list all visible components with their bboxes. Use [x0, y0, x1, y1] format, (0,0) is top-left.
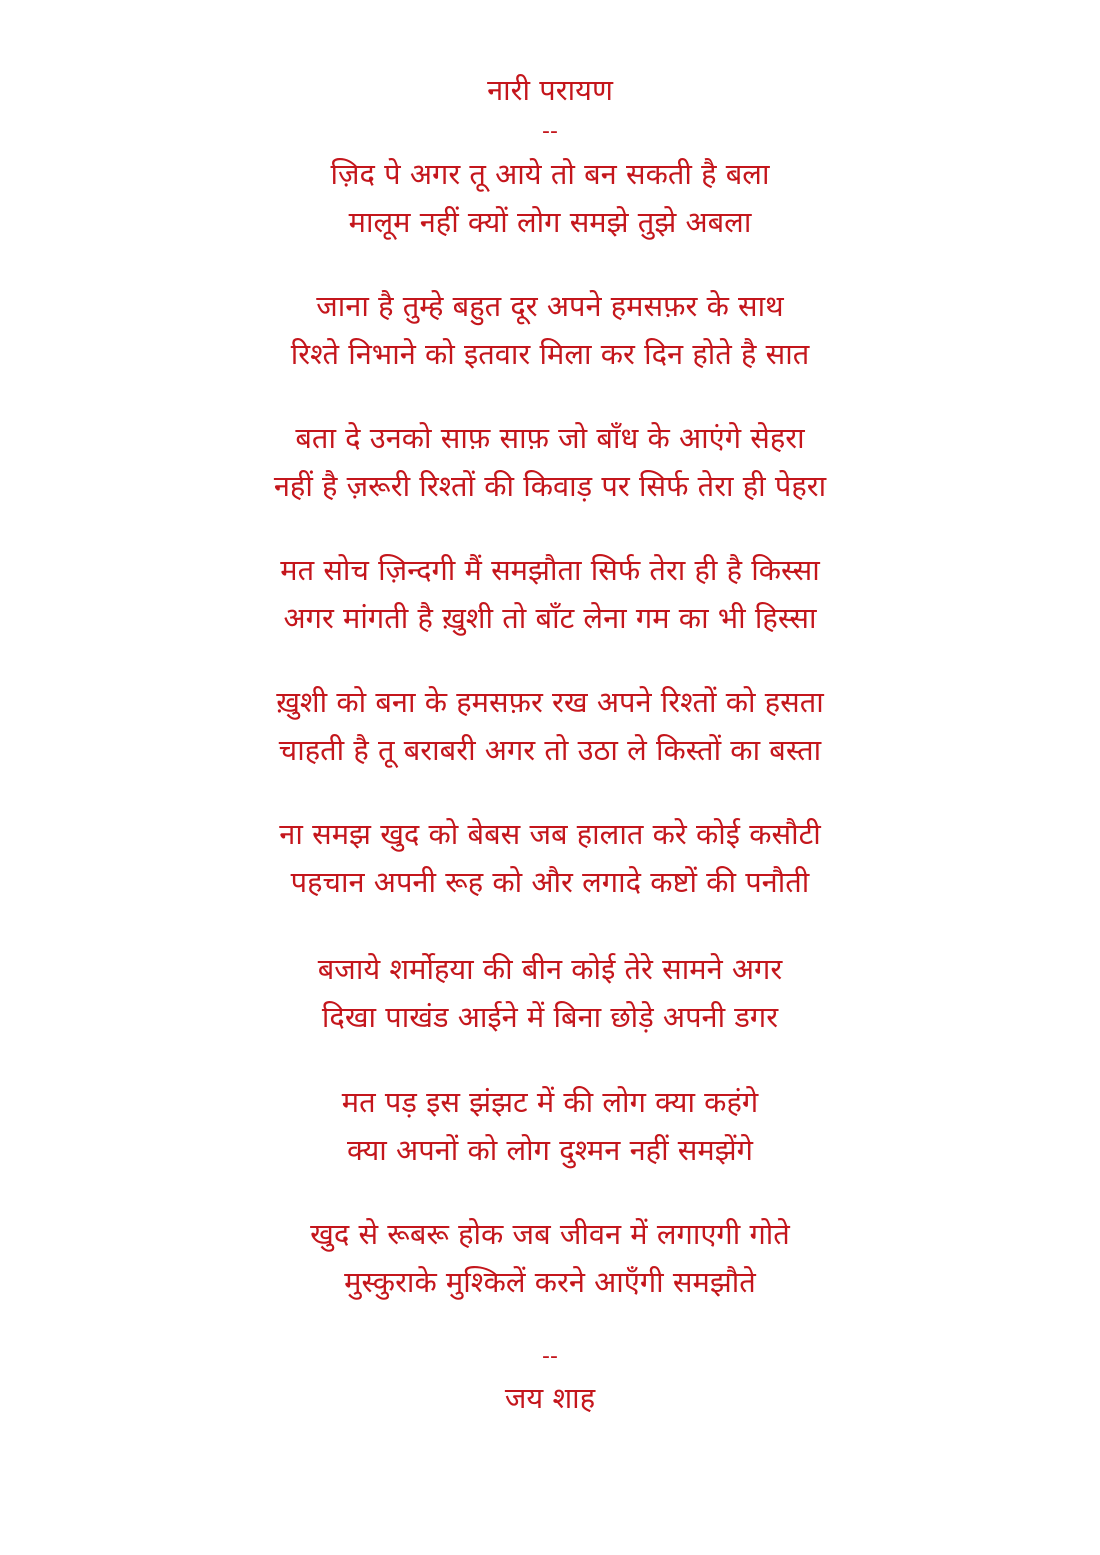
stanza-line: मुस्कुराके मुश्किलें करने आएँगी समझौते: [344, 1265, 756, 1299]
poem-author: जय शाह: [504, 1381, 596, 1415]
stanza-line: मालूम नहीं क्यों लोग समझे तुझे अबला: [348, 205, 752, 239]
stanza-line: बता दे उनको साफ़ साफ़ जो बाँध के आएंगे सेहरा: [295, 421, 805, 455]
stanza-8: [0, 1078, 1100, 1174]
stanza-line: मत सोच ज़िन्दगी मैं समझौता सिर्फ तेरा ही है किस्सा: [280, 553, 820, 587]
stanza-line: मत पड़ इस झंझट में की लोग क्या कहंगे: [341, 1085, 759, 1119]
stanza-7: [0, 945, 1100, 1041]
stanza-line: दिखा पाखंड आईने में बिना छोड़े अपनी डगर: [321, 1000, 779, 1034]
stanza-line: ज़िद पे अगर तू आये तो बन सकती है बला: [330, 157, 770, 191]
stanza-2: [0, 282, 1100, 378]
poem-title: नारी परायण: [487, 73, 613, 107]
stanza-line: चाहती है तू बराबरी अगर तो उठा ले किस्तों का बस्ता: [278, 733, 822, 767]
bottom-separator: --: [542, 1344, 558, 1369]
stanza-line: क्या अपनों को लोग दुश्मन नहीं समझेंगे: [346, 1133, 754, 1167]
stanza-line: खुद से रूबरू होक जब जीवन में लगाएगी गोते: [310, 1217, 790, 1251]
stanza-line: नहीं है ज़रूरी रिश्तों की किवाड़ पर सिर्फ तेरा ही पेहरा: [273, 469, 827, 503]
stanza-line: ख़ुशी को बना के हमसफ़र रख अपने रिश्तों को हसता: [276, 685, 824, 719]
stanza-5: [0, 678, 1100, 774]
stanza-line: बजाये शर्मोहया की बीन कोई तेरे सामने अगर: [317, 952, 783, 986]
stanza-4: [0, 546, 1100, 642]
stanza-6: [0, 810, 1100, 906]
stanza-9: [0, 1210, 1100, 1306]
stanza-line: जाना है तुम्हे बहुत दूर अपने हमसफ़र के साथ: [316, 289, 784, 323]
stanza-1: [0, 150, 1100, 246]
stanza-3: [0, 414, 1100, 510]
top-separator: --: [542, 119, 558, 144]
stanza-line: पहचान अपनी रूह को और लगादे कष्टों की पनौती: [290, 865, 810, 899]
stanza-line: अगर मांगती है ख़ुशी तो बाँट लेना गम का भी हिस्सा: [283, 601, 817, 635]
stanza-line: रिश्ते निभाने को इतवार मिला कर दिन होते है सात: [290, 337, 810, 371]
stanza-line: ना समझ खुद को बेबस जब हालात करे कोई कसौटी: [279, 817, 821, 851]
